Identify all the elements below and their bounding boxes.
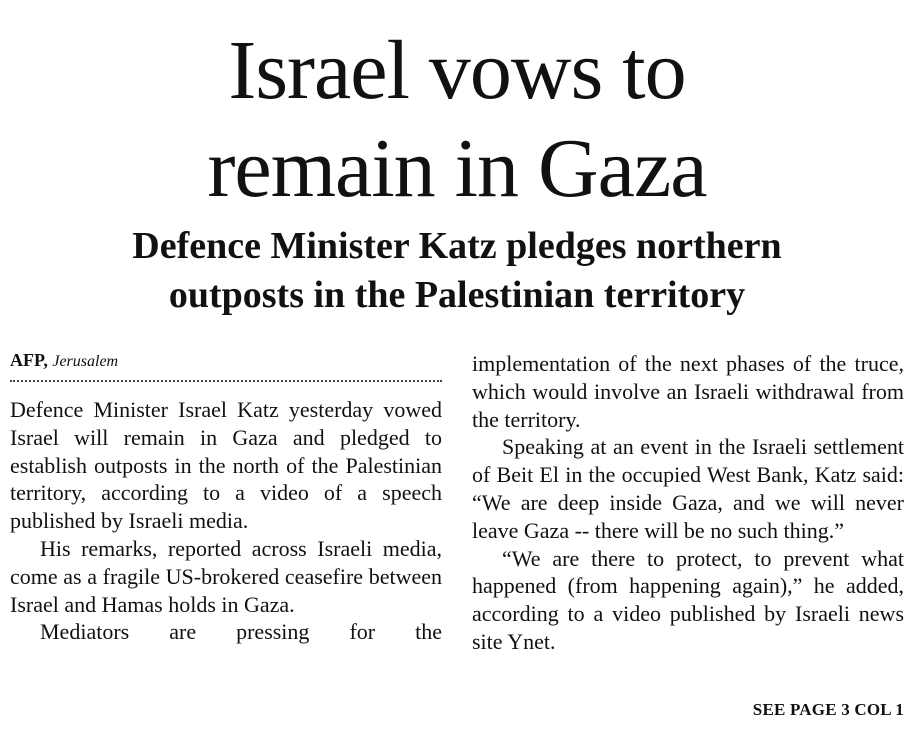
subheadline-line-2: outposts in the Palestinian territory [168, 274, 746, 316]
byline [10, 348, 442, 382]
article-column-left [10, 348, 442, 646]
headline-line-2: remain in Gaza [207, 122, 707, 215]
body-paragraph: “We are there to protect, to prevent what happened (from happening again),” he added, according to a video published by Israeli news site Ynet. [472, 545, 904, 654]
headline-line-1: Israel vows to [228, 24, 686, 117]
body-paragraph: Defence Minister Israel Katz yesterday vowed Israel will remain in Gaza and pledged to establish outposts in the north of the Palestinian territory, according to a video of a speech published by Israeli media. [10, 397, 442, 534]
byline-location: Jerusalem [52, 353, 119, 370]
body-paragraph: Mediators are pressing for the [40, 619, 442, 645]
body-paragraph: implementation of the next phases of the truce, which would involve an Israeli withdrawal from the territory. [472, 351, 904, 432]
byline-agency: AFP, [10, 350, 48, 370]
subheadline-line-1: Defence Minister Katz pledges northern [132, 225, 782, 267]
body-paragraph: His remarks, reported across Israeli media, come as a fragile US-brokered ceasefire between Israel and Hamas holds in Gaza. [10, 535, 442, 617]
article-column-right [472, 350, 904, 656]
headline [0, 22, 914, 218]
subheadline [0, 222, 914, 320]
continued-on-page-note: SEE PAGE 3 COL 1 [752, 700, 904, 719]
body-paragraph: Speaking at an event in the Israeli settlement of Beit El in the occupied West Bank, Katz said: “We are deep inside Gaza, and we will never leave Gaza -- there will be no such thing.” [472, 434, 904, 543]
